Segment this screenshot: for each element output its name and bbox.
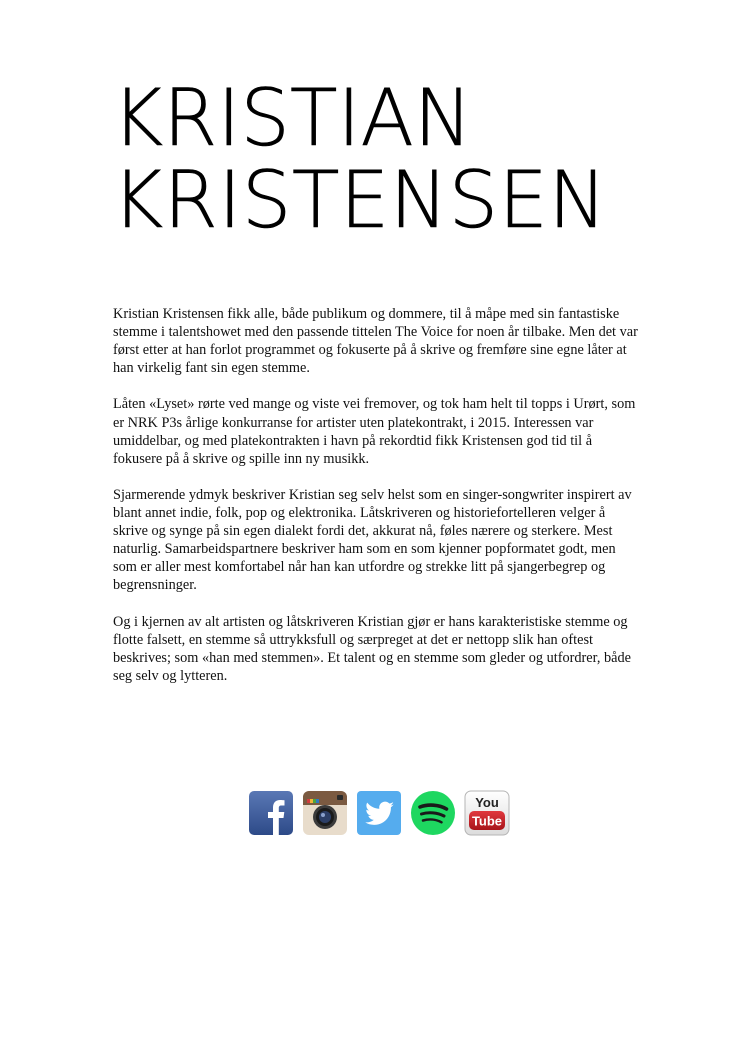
- instagram-link[interactable]: [302, 790, 348, 836]
- bio-paragraph: Låten «Lyset» rørte ved mange og viste vei fremover, og tok ham helt til topps i Urørt, som er NRK P3s årlige konkurranse for artister uten platekontrakt, i 2015. Interessen var umiddelbar, og med platekontrakten i havn på rekordtid fikk Kristensen god tid til å fokusere på å skrive og spille inn ny musikk.: [113, 396, 636, 467]
- social-links: [248, 790, 510, 836]
- bio-paragraph: Kristian Kristensen fikk alle, både publikum og dommere, til å måpe med sin fantastiske stemme i talentshowet med den passende tittelen The Voice for noen år tilbake. Men det var først etter at han forlot programmet og fokuserte på å skrive og fremføre sine egne låter at han virkelig fant sin egen stemme.: [113, 306, 638, 377]
- youtube-you-text: You: [475, 795, 499, 810]
- spotify-link[interactable]: [410, 790, 456, 836]
- youtube-link[interactable]: [464, 790, 510, 836]
- twitter-icon: [356, 790, 402, 836]
- facebook-link[interactable]: [248, 790, 294, 836]
- facebook-icon: [248, 790, 294, 836]
- bio-paragraph: Og i kjernen av alt artisten og låtskriveren Kristian gjør er hans karakteristiske stemme og flotte falsett, en stemme så uttrykksfull og særpreget at det er nettopp slik han oftest beskrives; som «han med stemmen». Et talent og en stemme som gleder og utfordrer, både seg selv og lytteren.: [113, 613, 631, 684]
- artist-last-name: KRISTENSEN: [112, 156, 608, 246]
- artist-first-name: KRISTIAN: [112, 74, 473, 164]
- artist-name-heading: [112, 74, 652, 246]
- spotify-icon: [410, 790, 456, 836]
- bio-paragraph: Sjarmerende ydmyk beskriver Kristian seg selv helst som en singer-songwriter inspirert av blant annet indie, folk, pop og elektronika. Låtskriveren og historiefortelleren velger å skrive og synge på sin egen dialekt fordi det, akkurat nå, føles nærere og sterkere. Mest naturlig. Samarbeidspartnere beskriver ham som en som kjenner popformatet godt, men som er aller mest komfortabel når han kan utfordre og strekke litt på sjangerbegrep og begrensninger.: [113, 486, 632, 594]
- biography: [113, 305, 638, 703]
- instagram-icon: [302, 790, 348, 836]
- youtube-icon: [464, 790, 510, 836]
- twitter-link[interactable]: [356, 790, 402, 836]
- youtube-tube-text: Tube: [471, 813, 503, 829]
